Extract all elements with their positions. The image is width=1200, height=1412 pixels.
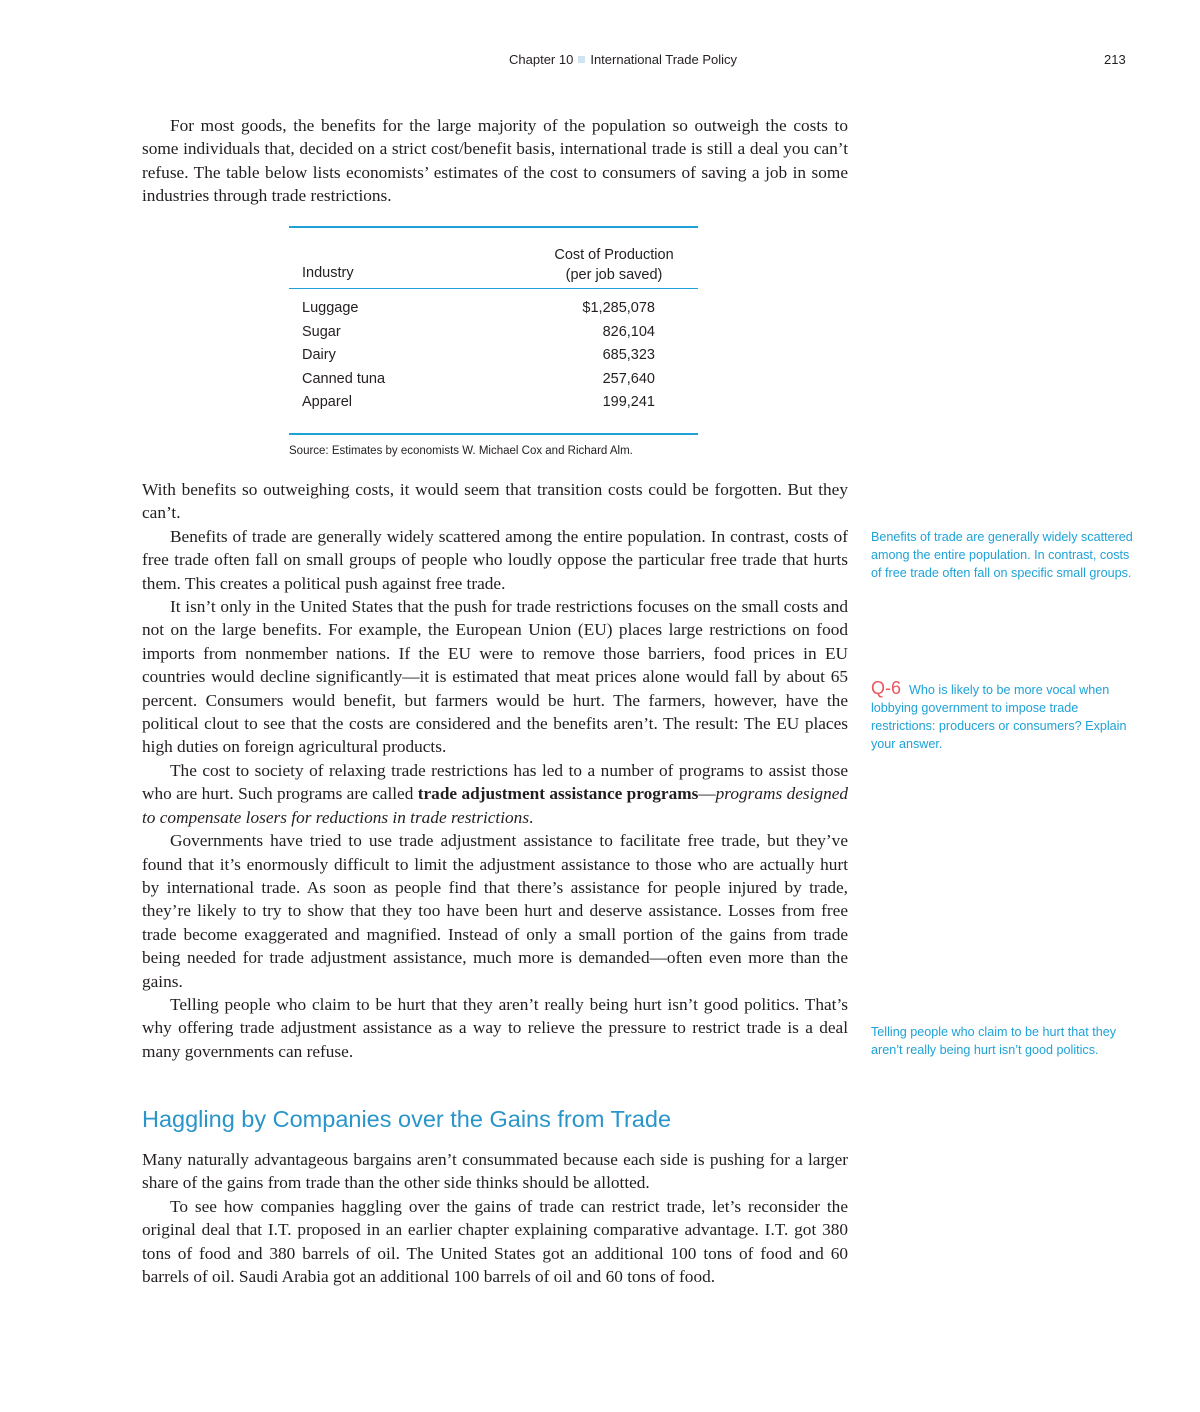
table-row: Dairy 685,323	[302, 347, 655, 363]
margin-question	[871, 679, 1136, 753]
table-row: Apparel 199,241	[302, 394, 655, 410]
paragraph: It isn’t only in the United States that the push for trade restrictions focuses on the small costs and not on the large benefits. For example, the European Union (EU) places large restrictions on food imports from nonmember nations. If the EU were to remove those barriers, food prices in EU countries would decline significantly—it is estimated that meat prices alone would fall by about 65 percent. Consumers would benefit, but farmers would be hurt. The farmers, however, have the political clout to see that the costs are considered and the benefits aren’t. The result: The EU places high duties on foreign agricultural products.	[142, 597, 848, 757]
table-row: Canned tuna 257,640	[302, 370, 655, 387]
table-bottom-rule	[289, 433, 698, 435]
separator-square-icon	[578, 56, 585, 63]
margin-note: Benefits of trade are generally widely scattered among the entire population. In contrast, costs of free trade often fall on specific small groups.	[871, 530, 1133, 580]
section-body	[142, 1148, 848, 1288]
table-body	[289, 289, 698, 433]
industry-column-header: Industry	[302, 265, 354, 281]
table-row: Luggage $1,285,078	[302, 300, 655, 316]
paragraph: Many naturally advantageous bargains aren’t consummated because each side is pushing for a larger share of the gains from trade than the other side thinks should be allotted.	[142, 1150, 848, 1193]
chapter-label: Chapter 10 International Trade Policy	[509, 52, 738, 67]
running-header	[0, 52, 1200, 72]
paragraph: With benefits so outweighing costs, it would seem that transition costs could be forgotten. But they can’t.	[142, 480, 848, 523]
intro-paragraph: For most goods, the benefits for the large majority of the population so outweigh the costs to some individuals that, decided on a strict cost/benefit basis, international trade is still a deal you can’t refuse. The table below lists economists’ estimates of the cost to consumers of saving a job in some industries through trade restrictions.	[142, 116, 848, 206]
question-label: Q-6	[871, 678, 902, 698]
table-row: Sugar 826,104	[302, 323, 655, 340]
table-source: Source: Estimates by economists W. Michael Cox and Richard Alm.	[289, 445, 633, 457]
section-heading: Haggling by Companies over the Gains from Trade	[142, 1106, 672, 1132]
paragraph: Benefits of trade are generally widely scattered among the entire population. In contrast, costs of free trade often fall on small groups of people who loudly oppose the particular free trade that hurts them. This creates a political push against free trade.	[142, 526, 848, 593]
question-text: Who is likely to be more vocal when lobbying government to impose trade restrictions: producers or consumers? Explain your answer.	[871, 683, 1127, 751]
body-text	[142, 478, 848, 1063]
paragraph: To see how companies haggling over the gains of trade can restrict trade, let’s reconsider the original deal that I.T. proposed in an earlier chapter explaining comparative advantage. I.T. got 380 tons of food and 380 barrels of oil. The United States got an additional 100 tons of food and 60 barrels of oil. Saudi Arabia got an additional 100 barrels of oil and 60 tons of food.	[142, 1196, 848, 1287]
key-term-definition: programs designed to compensate losers for reductions in trade restrictions	[142, 784, 849, 827]
cost-column-header: Cost of Production (per job saved)	[554, 247, 674, 283]
paragraph: Telling people who claim to be hurt that they aren’t really being hurt isn’t good politics. That’s why offering trade adjustment assistance as a way to relieve the pressure to restrict trade is a deal many governments can refuse.	[142, 994, 848, 1061]
intro-paragraph-block	[142, 114, 848, 208]
paragraph: Governments have tried to use trade adjustment assistance to facilitate free trade, but they’ve found that it’s enormously difficult to limit the adjustment assistance to those who are actually hurt by international trade. As soon as people find that there’s assistance for people injured by trade, they’re likely to try to show that they too have been hurt and deserve assistance. Losses from free trade become exaggerated and magnified. Instead of only a small portion of the gains from trade being needed for trade adjustment assistance, much more is demanded—often even more than the gains.	[142, 831, 848, 991]
margin-note: Telling people who claim to be hurt that they aren’t really being hurt isn’t good politics.	[871, 1025, 1117, 1057]
cost-table	[289, 226, 698, 435]
page-number: 213	[1104, 52, 1126, 67]
table-header	[289, 228, 698, 288]
paragraph-definition: The cost to society of relaxing trade restrictions has led to a number of programs to assist those who are hurt. Such programs are called trade adjustment assistance programs—programs designed to compensate losers for reductions in trade restrictions.	[142, 760, 849, 827]
key-term: trade adjustment assistance programs	[417, 784, 699, 804]
